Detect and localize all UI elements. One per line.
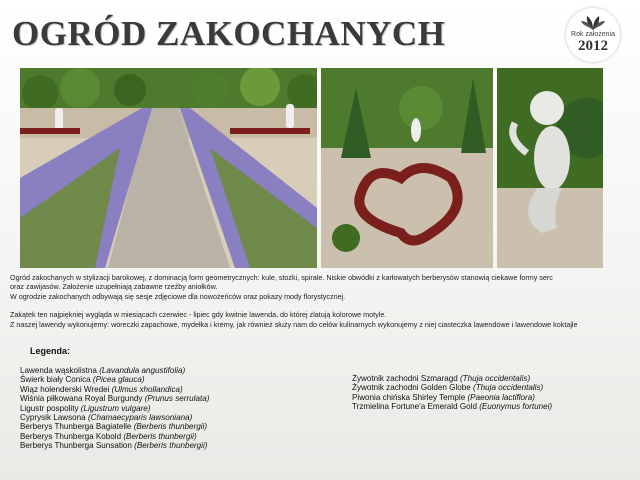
legend-item: Żywotnik zachodni Golden Globe (Thuja occidentalis): [352, 383, 544, 393]
cherub-statue-photo: [497, 68, 603, 268]
seal-year: 2012: [578, 38, 608, 54]
heart-hedge-photo: [321, 68, 493, 268]
legend-item: Cyprysik Lawsona (Chamaecyparis lawsoniana): [20, 413, 193, 423]
legend-item: Berberys Thunberga Kobold (Berberis thunbergii): [20, 431, 197, 441]
founding-seal: [566, 8, 620, 62]
description-line: Zakątek ten najpiękniej wygląda w miesiącach czerwiec - lipiec gdy kwitnie lawenda, do której zlatują kolorowe motyle.: [10, 310, 387, 320]
legend-item: Wiśnia piłkowana Royal Burgundy (Prunus serrulata): [20, 394, 210, 404]
legend-title: Legenda:: [30, 346, 71, 356]
legend-item: Berberys Thunberga Bagiatelle (Berberis thunbergii): [20, 422, 208, 432]
description-line: oraz zawijasów. Założenie uzupełniają zabawne rzeźby aniołków.: [10, 282, 218, 292]
legend-item: Berberys Thunberga Sunsation (Berberis thunbergii): [20, 441, 208, 451]
leaf-logo-icon: [581, 12, 605, 32]
description-line: W ogrodzie zakochanych odbywają się sesje zdjęciowe dla nowożeńców oraz pokazy mody florystycznej.: [10, 291, 346, 301]
legend-item: Lawenda wąskolistna (Lavandula angustifolia): [20, 366, 186, 375]
legend-item: Żywotnik zachodni Szmaragd (Thuja occidentalis): [352, 374, 531, 383]
legend-item: Trzmielina Fortune'a Emerald Gold (Euonymus fortunei): [352, 402, 553, 412]
legend-item: Ligustr pospolity (Ligustrum vulgare): [20, 403, 151, 413]
description-line: Ogród zakochanych w stylizacji barokowej, z dominacją form geometrycznych: kule, stożki, spirale. Niskie obwódki z karłowatych berberysów stanowią ciekawe formy serc: [10, 273, 553, 282]
legend-item: Świerk biały Conica (Picea glauca): [20, 375, 145, 385]
legend-item: Wiąz holenderski Wredei (Ulmus xhollandica): [20, 384, 183, 394]
description: [10, 273, 638, 329]
legend-column-1: [20, 366, 209, 451]
seal-label: Rok założenia: [571, 31, 615, 38]
description-line: Z naszej lawendy wykonujemy: woreczki zapachowe, mydełka i kremy, jak również służy nam do celów kulinarnych wykonujemy z niej ciasteczka lawendowe i lawendowe koktajle: [10, 319, 578, 329]
legend-item: Piwonia chińska Shirley Temple (Paeonia lactiflora): [352, 392, 535, 402]
legend-column-2: [352, 374, 552, 412]
page-title: OGRÓD ZAKOCHANYCH: [12, 14, 446, 53]
lavender-alley-photo: [20, 68, 317, 268]
